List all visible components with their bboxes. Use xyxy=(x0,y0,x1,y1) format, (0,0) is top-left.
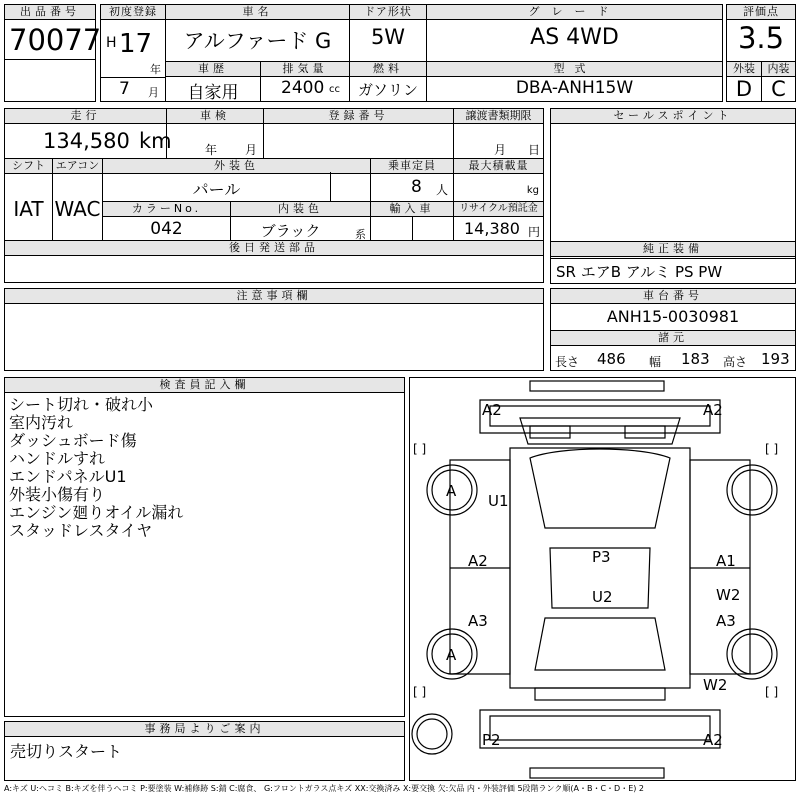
dimensions-label: 諸元 xyxy=(551,331,795,346)
car-name: アルファード G xyxy=(183,29,332,53)
later-parts-cell xyxy=(4,240,544,283)
reg-number-cell xyxy=(263,108,454,159)
chassis-label: 車台番号 xyxy=(551,289,795,304)
rear-right-wheel-inner xyxy=(732,634,772,674)
ext-grade-label: 外装 xyxy=(727,62,761,77)
import-cell xyxy=(370,201,454,241)
spare-tire-inner xyxy=(417,719,447,749)
front-bumper-outline xyxy=(480,400,720,433)
first-reg-month: 7 xyxy=(119,79,130,99)
damage-mark: A2 xyxy=(482,401,502,419)
left-mirror-bracket: [ ] xyxy=(413,442,427,456)
car-diagram-cell xyxy=(409,377,796,781)
shift-value: IAT xyxy=(13,197,44,221)
hood-outline xyxy=(520,418,680,444)
inspector-line: ダッシュボード傷 xyxy=(9,431,137,450)
model-label: 型式 xyxy=(427,62,722,77)
front-right-wheel-inner xyxy=(732,470,772,510)
rear-glass-outline xyxy=(535,618,665,670)
inspector-cell xyxy=(4,377,405,717)
inspector-line: エンジン廻りオイル漏れ xyxy=(9,503,184,522)
displacement-value: 2400 xyxy=(281,78,325,98)
inspection-cell xyxy=(166,108,264,159)
interior-color-suffix: 系 xyxy=(355,228,366,241)
damage-mark: A xyxy=(446,646,457,664)
lot-number: 70077 xyxy=(9,23,102,57)
int-grade-cell xyxy=(761,61,796,102)
score-cell xyxy=(726,4,796,62)
damage-mark: A xyxy=(446,482,457,500)
history-value: 自家用 xyxy=(187,83,239,103)
left-rear-bracket: [ ] xyxy=(413,685,427,699)
rear-lamp-bar xyxy=(535,688,665,700)
mileage-value: 134,580 xyxy=(43,129,130,153)
chassis-cell xyxy=(550,288,796,331)
max-load-unit: kg xyxy=(526,185,539,196)
right-mirror-bracket: [ ] xyxy=(765,442,779,456)
legend: A:キズ U:ヘコミ B:キズを伴うヘコミ P:要塗装 W:補修跡 S:錆 C:腐食、 G:フロントガラス点キズ XX:交換済み X:要交換 欠:欠品 内・外装評価 5段階ランク順(A・B・C・D・E) 2 xyxy=(4,784,645,793)
length-value: 486 xyxy=(597,350,626,368)
front-right-wheel xyxy=(727,465,777,515)
damage-mark: A2 xyxy=(468,552,488,570)
door-cell xyxy=(349,4,427,62)
length-label: 長さ xyxy=(555,355,580,369)
inspector-line: 室内汚れ xyxy=(9,413,74,432)
inspector-line: シート切れ・破れ小 xyxy=(9,395,154,414)
damage-mark: A3 xyxy=(716,612,736,630)
rear-bottom-outline xyxy=(530,768,664,778)
shift-label: シフト xyxy=(5,159,52,174)
width-label: 幅 xyxy=(649,355,662,369)
fuel-label: 燃料 xyxy=(350,62,426,77)
car-name-cell xyxy=(165,4,350,62)
inspection-label: 車検 xyxy=(167,109,263,124)
damage-mark: A3 xyxy=(468,612,488,630)
lot-blank xyxy=(4,59,96,102)
interior-color: ブラック xyxy=(260,222,321,240)
capacity-label: 乗車定員 xyxy=(371,159,453,174)
inspector-line: ハンドルすれ xyxy=(9,449,106,468)
lot-label: 出品番号 xyxy=(5,5,95,20)
transfer-doc-label: 譲渡書類期限 xyxy=(454,109,543,124)
ac-cell xyxy=(52,158,103,241)
capacity-cell xyxy=(370,158,454,202)
damage-mark: W2 xyxy=(703,676,728,694)
mileage-cell xyxy=(4,108,172,159)
office-message: 売切りスタート xyxy=(10,742,123,761)
max-load-cell xyxy=(453,158,544,202)
ac-value: WAC xyxy=(54,197,101,221)
fuel-cell xyxy=(349,61,427,102)
left-lamp-outline xyxy=(530,426,570,438)
lot-cell xyxy=(4,4,102,60)
history-label: 車歴 xyxy=(166,62,260,77)
recycle-unit: 円 xyxy=(528,225,541,239)
damage-mark: P3 xyxy=(592,548,611,566)
score-label: 評価点 xyxy=(727,5,795,20)
ac-label: エアコン xyxy=(53,159,102,174)
damage-mark: P2 xyxy=(482,731,501,749)
max-load-label: 最大積載量 xyxy=(454,159,543,174)
windshield-outline xyxy=(530,449,670,528)
transfer-doc-cell xyxy=(453,108,544,159)
damage-mark: A1 xyxy=(716,552,736,570)
inspection-year-unit: 年 xyxy=(205,143,218,157)
height-value: 193 xyxy=(761,350,790,368)
model-cell xyxy=(426,61,723,102)
inspector-notes xyxy=(9,396,183,540)
model-code: DBA-ANH15W xyxy=(515,78,634,98)
door-type: 5W xyxy=(370,25,406,49)
transfer-day-unit: 日 xyxy=(528,143,541,157)
damage-mark: A2 xyxy=(703,731,723,749)
color-no-label: カラーNo. xyxy=(103,202,230,217)
interior-color-cell xyxy=(230,201,371,241)
recycle-cell xyxy=(453,201,544,241)
right-rear-bracket: [ ] xyxy=(765,685,779,699)
exterior-color-label: 外装色 xyxy=(103,159,370,174)
score-value: 3.5 xyxy=(737,21,785,55)
capacity-unit: 人 xyxy=(436,183,449,197)
sales-point-cell xyxy=(550,108,796,259)
notes-cell xyxy=(4,288,544,371)
rear-right-wheel xyxy=(727,629,777,679)
inspector-line: エンドパネルU1 xyxy=(9,467,127,486)
fuel-value: ガソリン xyxy=(357,81,418,99)
rear-bumper-inner xyxy=(490,716,710,740)
notes-label: 注意事項欄 xyxy=(5,289,543,304)
width-value: 183 xyxy=(681,350,710,368)
first-reg-month-cell xyxy=(100,77,166,102)
chassis-number: ANH15-0030981 xyxy=(606,307,740,326)
import-divider xyxy=(412,216,413,242)
recycle-label: リサイクル預託金 xyxy=(454,202,543,217)
grade-label: グレード xyxy=(427,5,722,20)
history-cell xyxy=(165,61,261,102)
int-grade-label: 内装 xyxy=(762,62,795,77)
damage-mark: W2 xyxy=(716,586,741,604)
office-cell xyxy=(4,721,405,781)
front-bumper-inner xyxy=(490,406,710,426)
exterior-divider xyxy=(330,172,331,202)
door-label: ドア形状 xyxy=(350,5,426,20)
ext-grade-cell xyxy=(726,61,762,102)
dimensions-cell xyxy=(550,330,796,371)
inspector-line: 外装小傷有り xyxy=(9,485,106,504)
inspection-month-unit: 月 xyxy=(245,143,258,157)
first-reg-era: H xyxy=(106,35,117,51)
equipment-cell xyxy=(550,241,796,284)
height-label: 高さ xyxy=(723,355,748,369)
month-unit: 月 xyxy=(148,86,159,99)
shift-cell xyxy=(4,158,53,241)
mileage-label: 走行 xyxy=(5,109,166,124)
car-diagram xyxy=(410,378,795,780)
equipment-label: 純正装備 xyxy=(551,242,795,257)
capacity-value: 8 xyxy=(411,177,422,197)
first-reg-year: 17 xyxy=(119,29,153,59)
later-parts-label: 後日発送部品 xyxy=(5,241,543,256)
body-outline xyxy=(510,448,690,688)
inspector-line: スタッドレスタイヤ xyxy=(9,521,153,540)
ext-grade: D xyxy=(735,77,753,101)
car-name-label: 車名 xyxy=(166,5,349,20)
damage-mark: U1 xyxy=(488,492,509,510)
displacement-cell xyxy=(260,61,350,102)
displacement-label: 排気量 xyxy=(261,62,349,77)
roof-top-outline xyxy=(530,381,664,391)
int-grade: C xyxy=(771,77,786,101)
transfer-month-unit: 月 xyxy=(494,143,507,157)
office-label: 事務局よりご案内 xyxy=(5,722,404,737)
right-lamp-outline xyxy=(625,426,665,438)
reg-number-label: 登録番号 xyxy=(264,109,453,124)
damage-mark: A2 xyxy=(703,401,723,419)
damage-mark: U2 xyxy=(592,588,613,606)
color-no: 042 xyxy=(150,219,183,239)
first-reg-cell xyxy=(100,4,166,78)
grade-cell xyxy=(426,4,723,62)
grade: AS 4WD xyxy=(530,25,619,50)
color-no-cell xyxy=(102,201,231,241)
import-label: 輸入車 xyxy=(371,202,453,217)
spare-tire xyxy=(412,714,452,754)
exterior-color: パール xyxy=(192,180,241,199)
mileage-unit: km xyxy=(139,129,172,153)
equipment: SR エアB アルミ PS PW xyxy=(556,263,723,281)
sales-point-label: セールスポイント xyxy=(551,109,795,124)
displacement-unit: cc xyxy=(329,84,340,95)
first-reg-label: 初度登録 xyxy=(101,5,165,20)
year-unit: 年 xyxy=(150,63,161,76)
inspector-label: 検査員記入欄 xyxy=(5,378,404,393)
recycle-value: 14,380 xyxy=(464,219,520,238)
interior-color-label: 内装色 xyxy=(231,202,370,217)
